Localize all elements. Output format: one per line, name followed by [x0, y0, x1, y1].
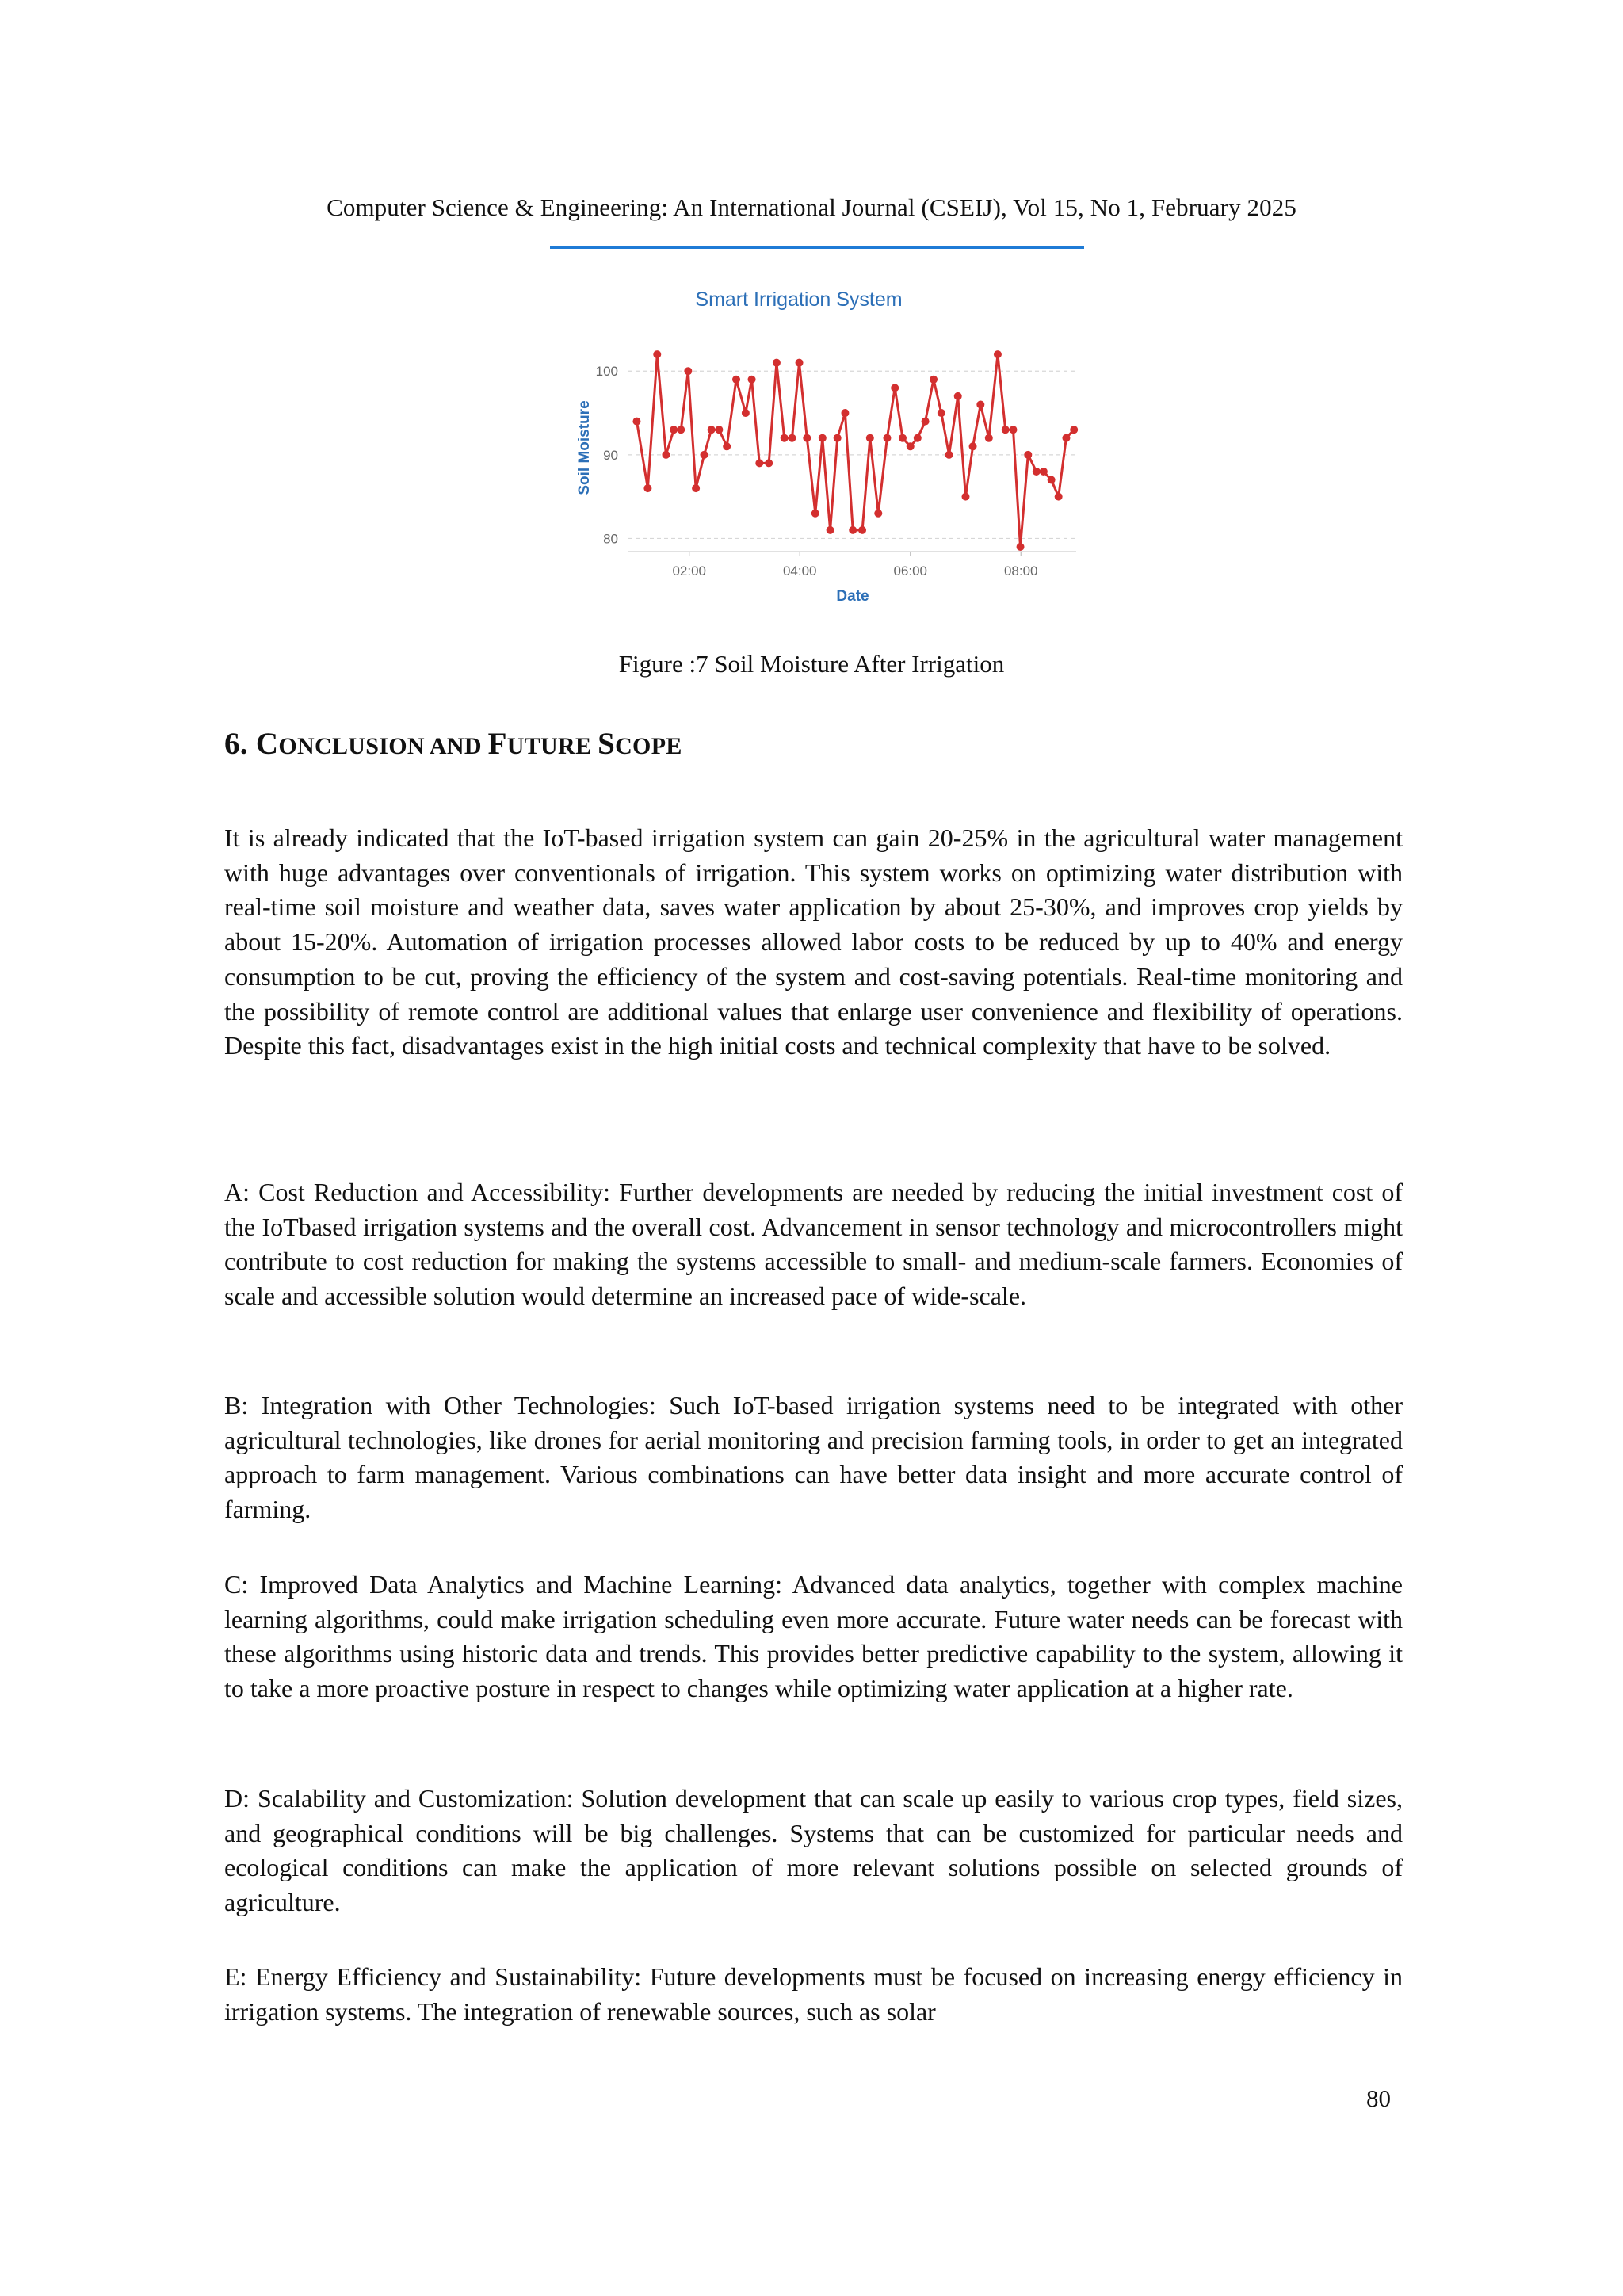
data-point	[1062, 434, 1070, 442]
data-point	[732, 376, 740, 384]
data-point	[632, 418, 640, 426]
x-tick-label: 02:00	[672, 563, 707, 579]
data-point	[684, 367, 692, 375]
paragraph-data-analytics: C: Improved Data Analytics and Machine Learning: Advanced data analytics, together with complex machine learning algorithms, could make irrigation scheduling even more accurate. Future water needs can be forecast with these algorithms using historic data and trends. This provides better predictive capability to the system, allowing it to take a more proactive posture in respect to changes while optimizing water application at a higher rate.	[224, 1570, 1403, 1703]
y-tick-label: 100	[595, 364, 618, 380]
data-point	[788, 434, 796, 442]
soil-moisture-chart	[550, 246, 1084, 610]
chart-y-axis-label: Soil Moisture	[576, 400, 593, 495]
data-point	[858, 526, 866, 534]
data-point	[643, 484, 651, 492]
data-point	[803, 434, 811, 442]
data-point	[715, 426, 723, 434]
data-point	[883, 434, 891, 442]
section-heading	[224, 726, 682, 762]
data-point	[1055, 493, 1063, 501]
data-point	[969, 442, 977, 450]
data-point	[796, 359, 804, 367]
section-title-part: C	[255, 727, 279, 761]
data-point	[677, 426, 685, 434]
chart-title: Smart Irrigation System	[695, 288, 903, 311]
data-point	[819, 434, 827, 442]
section-title-part: ONCLUSION AND	[278, 733, 488, 759]
data-point	[866, 434, 874, 442]
data-point	[922, 418, 930, 426]
data-point	[827, 526, 834, 534]
y-tick-label: 90	[603, 447, 618, 463]
data-point	[1040, 468, 1048, 476]
paragraph-summary: It is already indicated that the IoT-based irrigation system can gain 20-25% in the agricultural water management with huge advantages over conventionals of irrigation. This system works on optimizing water distribution with real-time soil moisture and weather data, saves water application by about 25-30%, and improves crop yields by about 15-20%. Automation of irrigation processes allowed labor costs to be reduced by up to 40% and energy consumption to be cut, proving the efficiency of the system and cost-saving potentials. Real-time monitoring and the possibility of remote control are additional values that enlarge user convenience and flexibility of operations. Despite this fact, disadvantages exist in the high initial costs and technical complexity that have to be solved.	[224, 823, 1403, 1060]
data-point	[841, 409, 849, 417]
data-point	[1048, 476, 1056, 484]
data-point	[1024, 451, 1032, 459]
chart-series	[632, 350, 1078, 551]
series-line	[637, 354, 1075, 547]
data-point	[781, 434, 789, 442]
data-point	[742, 409, 750, 417]
x-tick-label: 08:00	[1003, 563, 1038, 579]
section-title-part: F	[487, 727, 507, 761]
figure-soil-moisture	[550, 246, 1084, 610]
paragraph-integration: B: Integration with Other Technologies: Such IoT-based irrigation systems need to be integrated with other agricultural technologies, like drones for aerial monitoring and precision farming tools, in order to get an integrated approach to farm management. Various combinations can have better data insight and more accurate control of farming.	[224, 1391, 1403, 1524]
data-point	[914, 434, 922, 442]
data-point	[670, 426, 678, 434]
data-point	[723, 442, 731, 450]
data-point	[834, 434, 842, 442]
data-point	[945, 451, 953, 459]
page-number: 80	[1366, 2084, 1391, 2112]
figure-caption: Figure :7 Soil Moisture After Irrigation	[618, 650, 1005, 678]
section-number: 6.	[224, 727, 248, 761]
paragraph-scalability: D: Scalability and Customization: Solution development that can scale up easily to various crop types, field sizes, and geographical conditions will be big challenges. Systems that can be customized for particular needs and ecological conditions can make the application of more relevant solutions possible on selected grounds of agriculture.	[224, 1784, 1403, 1917]
data-point	[1017, 543, 1025, 551]
data-point	[708, 426, 716, 434]
data-point	[812, 510, 819, 518]
section-title-part: UTURE	[506, 733, 598, 759]
data-point	[985, 434, 993, 442]
data-point	[701, 451, 708, 459]
data-point	[874, 510, 882, 518]
paragraph-energy-efficiency: E: Energy Efficiency and Sustainability: Future developments must be focused on increasing energy efficiency in irrigation systems. The integration of renewable sources, such as solar	[224, 1962, 1403, 2026]
x-tick-label: 04:00	[782, 563, 817, 579]
chart-x-axis-label: Date	[836, 588, 869, 605]
data-point	[976, 400, 984, 408]
data-point	[755, 459, 763, 467]
x-tick-label: 06:00	[893, 563, 928, 579]
data-point	[653, 350, 661, 358]
data-point	[891, 384, 899, 392]
data-point	[907, 442, 915, 450]
data-point	[773, 359, 781, 367]
data-point	[692, 484, 700, 492]
paragraph-cost-reduction: A: Cost Reduction and Accessibility: Further developments are needed by reducing the initial investment cost of the IoTbased irrigation systems and the overall cost. Advancement in sensor technology and microcontrollers might contribute to cost reduction for making the systems accessible to small- and medium-scale farmers. Economies of scale and accessible solution would determine an increased pace of wide-scale.	[224, 1178, 1403, 1311]
y-tick-label: 80	[603, 531, 618, 547]
data-point	[849, 526, 857, 534]
section-title-part: S	[598, 727, 616, 761]
data-point	[1002, 426, 1010, 434]
data-point	[938, 409, 945, 417]
section-title-part: COPE	[615, 733, 682, 759]
data-point	[662, 451, 670, 459]
data-point	[1009, 426, 1017, 434]
data-point	[765, 459, 773, 467]
data-point	[994, 350, 1002, 358]
running-header: Computer Science & Engineering: An International Journal (CSEIJ), Vol 15, No 1, February 2025	[327, 193, 1296, 221]
data-point	[1033, 468, 1041, 476]
data-point	[1070, 426, 1078, 434]
data-point	[899, 434, 907, 442]
data-point	[930, 376, 938, 384]
data-point	[954, 392, 962, 400]
data-point	[748, 376, 756, 384]
data-point	[961, 493, 969, 501]
